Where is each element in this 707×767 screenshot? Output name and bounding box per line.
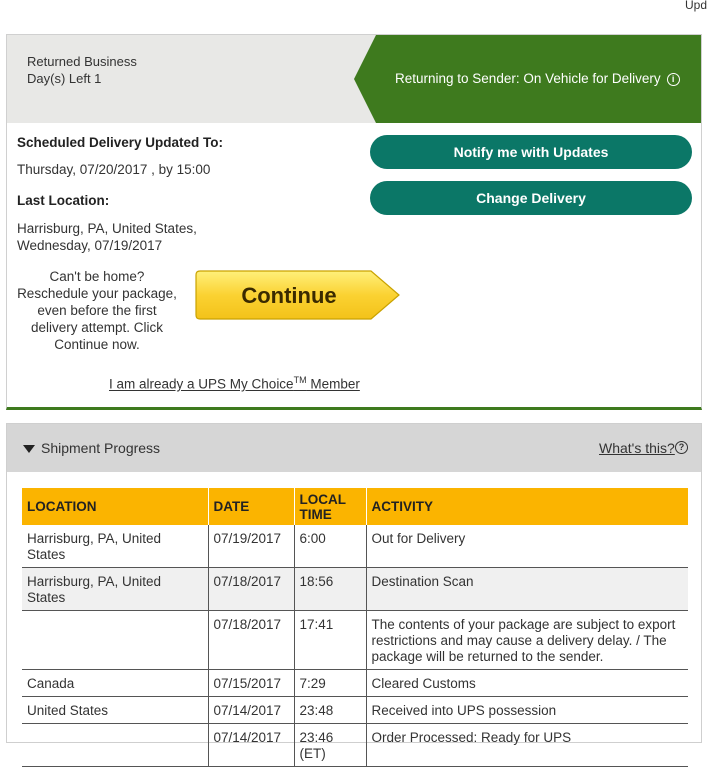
cell-date: 07/15/2017 bbox=[208, 670, 294, 697]
cell-date: 07/14/2017 bbox=[208, 724, 294, 767]
cell-date: 07/18/2017 bbox=[208, 611, 294, 670]
col-date: DATE bbox=[208, 488, 294, 525]
col-local-time: LOCAL TIME bbox=[294, 488, 366, 525]
days-left-text: Returned Business Day(s) Left 1 bbox=[27, 54, 137, 86]
table-header-row bbox=[22, 488, 688, 525]
notify-button[interactable]: Notify me with Updates bbox=[370, 135, 692, 169]
cell-time: 23:46 (ET) bbox=[294, 724, 366, 767]
my-choice-member-link[interactable] bbox=[109, 375, 360, 392]
cell-time: 7:29 bbox=[294, 670, 366, 697]
cell-activity: Cleared Customs bbox=[366, 670, 688, 697]
cell-location bbox=[22, 724, 208, 767]
progress-table bbox=[22, 488, 688, 767]
cell-time: 18:56 bbox=[294, 568, 366, 611]
cell-location: Harrisburg, PA, United States bbox=[22, 525, 208, 568]
cell-activity: Out for Delivery bbox=[366, 525, 688, 568]
table-row bbox=[22, 611, 688, 670]
cell-activity: Order Processed: Ready for UPS bbox=[366, 724, 688, 767]
status-card bbox=[6, 34, 702, 410]
table-row bbox=[22, 525, 688, 568]
last-location-label: Last Location: bbox=[17, 193, 110, 208]
last-location-line1: Harrisburg, PA, United States, bbox=[17, 221, 197, 236]
cell-activity: Destination Scan bbox=[366, 568, 688, 611]
cell-date: 07/19/2017 bbox=[208, 525, 294, 568]
continue-label: Continue bbox=[241, 283, 337, 308]
table-row bbox=[22, 568, 688, 611]
status-banner-text bbox=[395, 71, 680, 86]
cell-time: 17:41 bbox=[294, 611, 366, 670]
cell-location: Harrisburg, PA, United States bbox=[22, 568, 208, 611]
change-delivery-button[interactable]: Change Delivery bbox=[370, 181, 692, 215]
caret-down-icon[interactable] bbox=[23, 445, 35, 453]
top-corner-text: Upd bbox=[684, 0, 707, 12]
info-icon[interactable]: i bbox=[667, 73, 680, 86]
shipment-progress-panel bbox=[6, 423, 702, 761]
shipment-progress-title[interactable]: Shipment Progress bbox=[41, 440, 161, 456]
status-text: Returning to Sender: On Vehicle for Delivery bbox=[395, 71, 661, 86]
table-row bbox=[22, 697, 688, 724]
cell-activity: The contents of your package are subject to export restrictions and may cause a delivery delay. / The package will be returned to the sender. bbox=[366, 611, 688, 670]
help-icon[interactable]: ? bbox=[675, 441, 688, 454]
cell-time: 23:48 bbox=[294, 697, 366, 724]
scheduled-delivery-label: Scheduled Delivery Updated To: bbox=[17, 135, 224, 150]
col-activity: ACTIVITY bbox=[366, 488, 688, 525]
member-link-pre: I am already a UPS My Choice bbox=[109, 376, 294, 392]
last-location-line2: Wednesday, 07/19/2017 bbox=[17, 238, 163, 253]
cell-date: 07/18/2017 bbox=[208, 568, 294, 611]
cell-location: Canada bbox=[22, 670, 208, 697]
table-row bbox=[22, 670, 688, 697]
cell-location: United States bbox=[22, 697, 208, 724]
reschedule-text: Can't be home? Reschedule your package, even before the first delivery attempt. Click Continue now. bbox=[17, 269, 177, 352]
shipment-progress-header[interactable] bbox=[7, 424, 701, 472]
trademark-mark: TM bbox=[293, 375, 307, 385]
continue-button[interactable] bbox=[195, 270, 401, 320]
col-location: LOCATION bbox=[22, 488, 208, 525]
cell-date: 07/14/2017 bbox=[208, 697, 294, 724]
cell-location bbox=[22, 611, 208, 670]
scheduled-delivery-value: Thursday, 07/20/2017 , by 15:00 bbox=[17, 162, 211, 177]
whats-this-link[interactable]: What's this? bbox=[599, 440, 675, 456]
table-row bbox=[22, 724, 688, 767]
member-link-post: Member bbox=[306, 376, 360, 392]
cell-activity: Received into UPS possession bbox=[366, 697, 688, 724]
cell-time: 6:00 bbox=[294, 525, 366, 568]
status-header bbox=[7, 35, 701, 123]
